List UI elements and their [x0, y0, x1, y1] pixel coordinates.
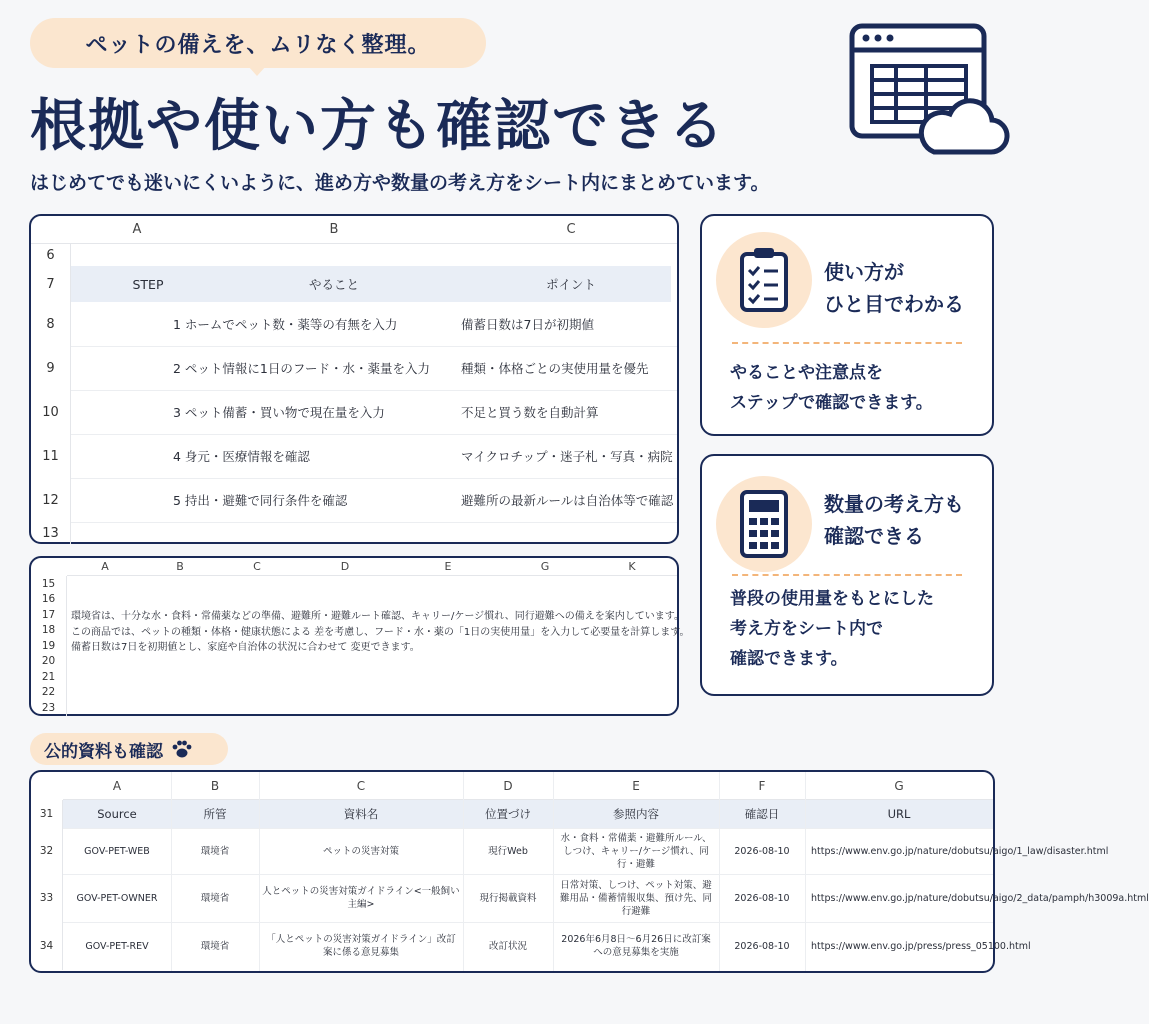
cell-todo-header[interactable]: やること — [308, 277, 359, 292]
source-doc-name[interactable]: 人とペットの災害対策ガイドライン<一般飼い主編> — [262, 886, 460, 910]
cell-step-todo[interactable]: 2 ペット情報に1日のフード・水・薬量を入力 — [173, 361, 431, 376]
source-url-link[interactable]: https://www.env.go.jp/nature/dobutsu/aigo/1_law/disaster.html — [811, 845, 1109, 857]
column-header-a[interactable]: A — [71, 216, 203, 244]
header-doc-name[interactable]: 資料名 — [259, 800, 463, 828]
column-header-a[interactable]: A — [67, 558, 143, 576]
source-reference[interactable]: 日常対策、しつけ、ペット対策、避難用品・備蓄情報収集、預け先、同行避難 — [559, 879, 712, 917]
gridline — [719, 772, 720, 971]
source-doc-name[interactable]: ペットの災害対策 — [322, 845, 399, 857]
row-header[interactable]: 33 — [31, 874, 63, 922]
source-date[interactable]: 2026-08-10 — [734, 940, 790, 952]
sources-tag — [30, 733, 228, 765]
row-header[interactable]: 21 — [31, 669, 67, 685]
column-header-c[interactable]: C — [465, 216, 677, 244]
source-id[interactable]: GOV-PET-WEB — [84, 845, 150, 857]
tagline-text: ペットの備えを、ムリなく整理。 — [85, 32, 431, 58]
note-line[interactable]: 備蓄日数は7日を初期値とし、家庭や自治体の状況に合わせて 変更できます。 — [71, 642, 420, 654]
source-date[interactable]: 2026-08-10 — [734, 845, 790, 857]
card-body-line: 普段の使用量をもとにした — [730, 589, 934, 609]
column-header-k[interactable]: K — [587, 558, 677, 576]
column-header-c[interactable]: C — [217, 558, 297, 576]
row-header[interactable]: 8 — [31, 302, 71, 346]
row-header[interactable]: 7 — [31, 266, 71, 302]
row-header[interactable]: 16 — [31, 592, 67, 608]
card-body-line: 確認できます。 — [730, 649, 848, 669]
cell-step-point[interactable]: 備蓄日数は7日が初期値 — [461, 317, 594, 332]
clipboard-checklist-icon — [716, 232, 812, 328]
card-body-line: 考え方をシート内で — [730, 619, 883, 639]
row-header[interactable]: 18 — [31, 623, 67, 639]
dashed-divider — [732, 342, 962, 344]
sources-sheet — [29, 770, 1149, 973]
calculator-icon — [716, 476, 812, 572]
source-ministry[interactable]: 環境省 — [200, 940, 230, 952]
source-ministry[interactable]: 環境省 — [200, 845, 230, 857]
header-reference[interactable]: 参照内容 — [553, 800, 719, 828]
source-id[interactable]: GOV-PET-REV — [85, 940, 149, 952]
row-header[interactable]: 19 — [31, 638, 67, 654]
header-position[interactable]: 位置づけ — [463, 800, 553, 828]
notes-sheet — [29, 556, 690, 716]
row-header[interactable]: 15 — [31, 576, 67, 592]
feature-card-quantity — [700, 454, 994, 696]
row-header[interactable]: 23 — [31, 700, 67, 716]
column-header-a[interactable]: A — [63, 772, 171, 800]
tagline-bubble-tail — [248, 66, 266, 76]
row-header[interactable]: 9 — [31, 346, 71, 390]
column-header-g[interactable]: G — [805, 772, 993, 800]
card-title-line: 確認できる — [824, 524, 924, 548]
row-header[interactable]: 13 — [31, 522, 71, 544]
steps-sheet — [29, 214, 679, 544]
cell-step-header[interactable]: STEP — [132, 276, 164, 292]
column-header-b[interactable]: B — [143, 558, 217, 576]
cell-step-todo[interactable]: 4 身元・医療情報を確認 — [173, 449, 310, 464]
note-line[interactable]: 環境省は、十分な水・食料・常備薬などの準備、避難所・避難ルート確認、キャリー/ケージ慣れ、同行避難への備えを案内しています。 — [71, 611, 684, 623]
source-url-link[interactable]: https://www.env.go.jp/press/press_05100.html — [811, 940, 1031, 952]
header-source[interactable]: Source — [63, 800, 171, 828]
cell-point-header[interactable]: ポイント — [545, 277, 596, 292]
cell-step-point[interactable]: 種類・体格ごとの実使用量を優先 — [461, 361, 649, 376]
column-header-b[interactable]: B — [203, 216, 465, 244]
column-header-e[interactable]: E — [553, 772, 719, 800]
column-header-d[interactable]: D — [297, 558, 393, 576]
header-url[interactable]: URL — [805, 800, 993, 828]
source-ministry[interactable]: 環境省 — [200, 892, 230, 904]
column-header-d[interactable]: D — [463, 772, 553, 800]
card-title-line: ひと目でわかる — [824, 292, 964, 316]
card-title-line: 数量の考え方も — [824, 492, 964, 516]
cell-step-point[interactable]: 避難所の最新ルールは自治体等で確認 — [461, 493, 674, 508]
gridline — [71, 390, 677, 391]
gridline — [171, 772, 172, 971]
column-header-f[interactable]: F — [719, 772, 805, 800]
spreadsheet-cloud-icon — [846, 20, 1006, 160]
paw-icon — [171, 739, 193, 759]
header-checked-date[interactable]: 確認日 — [719, 800, 805, 828]
column-header-b[interactable]: B — [171, 772, 259, 800]
row-header[interactable]: 17 — [31, 607, 67, 623]
row-header[interactable]: 22 — [31, 685, 67, 701]
gridline — [63, 874, 993, 875]
card-body-line: ステップで確認できます。 — [730, 393, 933, 413]
gridline — [71, 478, 677, 479]
tagline-bubble — [30, 18, 486, 68]
source-position[interactable]: 現行Web — [488, 845, 528, 857]
gridline — [63, 828, 993, 829]
cell-step-todo[interactable]: 3 ペット備蓄・買い物で現在量を入力 — [173, 405, 385, 420]
cell-step-point[interactable]: 不足と買う数を自動計算 — [461, 405, 599, 420]
gridline — [463, 772, 464, 971]
source-date[interactable]: 2026-08-10 — [734, 892, 790, 904]
cell-step-todo[interactable]: 5 持出・避難で同行条件を確認 — [173, 493, 348, 508]
source-position[interactable]: 現行掲載資料 — [479, 892, 537, 904]
row-header[interactable]: 32 — [31, 828, 63, 874]
row-header[interactable]: 12 — [31, 478, 71, 522]
row-header[interactable]: 34 — [31, 922, 63, 970]
column-header-e[interactable]: E — [393, 558, 503, 576]
row-header[interactable]: 11 — [31, 434, 71, 478]
sources-tag-label: 公的資料も確認 — [44, 741, 163, 762]
gridline — [71, 346, 677, 347]
subheadline: はじめてでも迷いにくいように、進め方や数量の考え方をシート内にまとめています。 — [30, 172, 770, 194]
corner-cell — [31, 216, 71, 244]
gridline — [63, 922, 993, 923]
card-title-line: 使い方が — [824, 260, 904, 284]
source-position[interactable]: 改訂状況 — [488, 940, 527, 952]
header-ministry[interactable]: 所管 — [171, 800, 259, 828]
source-doc-name[interactable]: 「人とペットの災害対策ガイドライン」改訂案に係る意見募集 — [266, 934, 456, 958]
row-header[interactable]: 10 — [31, 390, 71, 434]
row-header[interactable]: 6 — [31, 244, 71, 266]
source-reference[interactable]: 2026年6月8日～6月26日に改訂案への意見募集を実施 — [561, 934, 711, 958]
gridline — [553, 772, 554, 971]
gridline — [71, 434, 677, 435]
gridline — [259, 772, 260, 971]
column-header-g[interactable]: G — [503, 558, 587, 576]
headline: 根拠や使い方も確認できる — [30, 94, 726, 159]
card-body-line: やることや注意点を — [730, 363, 883, 383]
source-url-link[interactable]: https://www.env.go.jp/nature/dobutsu/aigo/2_data/pamph/h3009a.html — [811, 892, 1149, 904]
gridline — [71, 522, 677, 523]
row-header[interactable]: 31 — [31, 800, 63, 828]
note-line[interactable]: この商品では、ペットの種類・体格・健康状態による 差を考慮し、フード・水・薬の「1日の実使用量」を入力して必要量を計算します。 — [71, 626, 690, 638]
source-id[interactable]: GOV-PET-OWNER — [76, 892, 158, 904]
gridline — [805, 772, 806, 971]
row-header[interactable]: 20 — [31, 654, 67, 670]
source-reference[interactable]: 水・食料・常備薬・避難所ルール、しつけ、キャリー/ケージ慣れ、同行・避難 — [560, 832, 712, 870]
feature-card-usage — [700, 214, 994, 436]
cell-step-point[interactable]: マイクロチップ・迷子札・写真・病院 — [461, 449, 673, 464]
dashed-divider — [732, 574, 962, 576]
column-header-c[interactable]: C — [259, 772, 463, 800]
cell-step-todo[interactable]: 1 ホームでペット数・薬等の有無を入力 — [173, 317, 398, 332]
